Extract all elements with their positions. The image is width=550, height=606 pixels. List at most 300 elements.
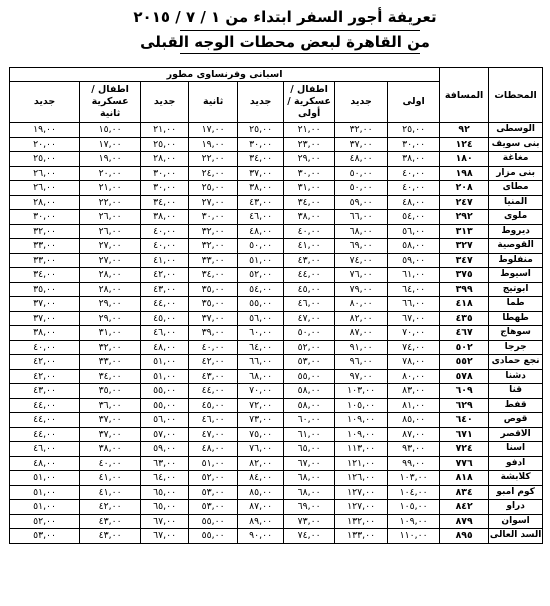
fare-cell: ١٩,٠٠	[189, 137, 238, 152]
station-cell: نجع حمادى	[489, 355, 543, 370]
fare-cell: ٥٢,٠٠	[284, 340, 335, 355]
distance-cell: ٣١٣	[440, 224, 489, 239]
fare-cell: ٢٦,٠٠	[10, 181, 80, 196]
fare-cell: ٥٦,٠٠	[388, 224, 440, 239]
fare-cell: ٢٩,٠٠	[284, 152, 335, 167]
fare-cell: ٥٥,٠٠	[189, 514, 238, 529]
fare-cell: ٦٦,٠٠	[238, 355, 284, 370]
fare-cell: ٣٨,٠٠	[388, 152, 440, 167]
fare-cell: ٤١,٠٠	[80, 471, 141, 486]
fare-cell: ٣٤,٠٠	[80, 369, 141, 384]
distance-cell: ٧٢٤	[440, 442, 489, 457]
fare-cell: ٤٢,٠٠	[10, 369, 80, 384]
fare-cell: ٧٤,٠٠	[388, 340, 440, 355]
fare-cell: ٤١,٠٠	[284, 239, 335, 254]
fare-cell: ٢٦,٠٠	[10, 166, 80, 181]
table-row	[10, 268, 543, 283]
fare-table-body	[10, 123, 543, 544]
distance-cell: ١٢٤	[440, 137, 489, 152]
distance-cell: ١٨٠	[440, 152, 489, 167]
fare-cell: ٣٢,٠٠	[189, 224, 238, 239]
fare-cell: ١٣٣,٠٠	[335, 529, 388, 544]
fare-cell: ٤٤,٠٠	[10, 413, 80, 428]
table-row	[10, 442, 543, 457]
fare-cell: ٦٧,٠٠	[141, 514, 189, 529]
station-header: المحطات	[489, 68, 543, 123]
fare-cell: ٦٨,٠٠	[335, 224, 388, 239]
fare-cell: ٣٠,٠٠	[388, 137, 440, 152]
fare-cell: ١٠٩,٠٠	[388, 514, 440, 529]
fare-cell: ٧٣,٠٠	[238, 413, 284, 428]
fare-cell: ٢٨,٠٠	[10, 195, 80, 210]
fare-cell: ٥١,٠٠	[10, 485, 80, 500]
station-cell: اسنا	[489, 442, 543, 457]
distance-cell: ١٩٨	[440, 166, 489, 181]
fare-cell: ٣٨,٠٠	[141, 210, 189, 225]
fare-cell: ٥٢,٠٠	[238, 268, 284, 283]
fare-cell: ٥٥,٠٠	[141, 398, 189, 413]
fare-cell: ٢٧,٠٠	[189, 195, 238, 210]
distance-cell: ٩٢	[440, 123, 489, 138]
table-row	[10, 253, 543, 268]
table-row	[10, 311, 543, 326]
fare-cell: ٢١,٠٠	[141, 123, 189, 138]
distance-cell: ٣٢٧	[440, 239, 489, 254]
fare-cell: ٢٦,٠٠	[80, 210, 141, 225]
fare-cell: ٥١,٠٠	[141, 369, 189, 384]
fare-cell: ٨٧,٠٠	[335, 326, 388, 341]
fare-cell: ٧٠,٠٠	[388, 326, 440, 341]
fare-cell: ٣٢,٠٠	[335, 123, 388, 138]
station-cell: اسيوط	[489, 268, 543, 283]
fare-cell: ٨٠,٠٠	[388, 369, 440, 384]
fare-cell: ٥٣,٠٠	[189, 500, 238, 515]
station-cell: ابوتيج	[489, 282, 543, 297]
table-row	[10, 471, 543, 486]
table-row	[10, 398, 543, 413]
fare-cell: ٣٣,٠٠	[80, 355, 141, 370]
table-row	[10, 137, 543, 152]
fare-cell: ٤٨,٠٠	[238, 224, 284, 239]
table-row	[10, 500, 543, 515]
fare-cell: ٣٧,٠٠	[10, 311, 80, 326]
table-row	[10, 427, 543, 442]
distance-cell: ٣٩٩	[440, 282, 489, 297]
fare-cell: ٤٢,٠٠	[10, 355, 80, 370]
fare-cell: ٤٣,٠٠	[141, 282, 189, 297]
fare-cell: ١٢٧,٠٠	[335, 500, 388, 515]
distance-cell: ٢٠٨	[440, 181, 489, 196]
distance-cell: ٨١٨	[440, 471, 489, 486]
table-row	[10, 384, 543, 399]
fare-cell: ١٩,٠٠	[80, 152, 141, 167]
fare-cell: ٦٦,٠٠	[388, 297, 440, 312]
fare-cell: ٣٣,٠٠	[10, 253, 80, 268]
station-cell: ملوى	[489, 210, 543, 225]
fare-cell: ١٠٣,٠٠	[388, 471, 440, 486]
station-cell: قوص	[489, 413, 543, 428]
fare-cell: ١٢١,٠٠	[335, 456, 388, 471]
distance-cell: ٤١٨	[440, 297, 489, 312]
fare-cell: ١٠٩,٠٠	[335, 413, 388, 428]
station-cell: مطاى	[489, 181, 543, 196]
table-row	[10, 355, 543, 370]
fare-cell: ٤٠,٠٠	[284, 224, 335, 239]
distance-cell: ٥٥٢	[440, 355, 489, 370]
fare-cell: ٤٦,٠٠	[141, 326, 189, 341]
table-row	[10, 239, 543, 254]
fare-cell: ٦٥,٠٠	[284, 442, 335, 457]
fare-cell: ٦٧,٠٠	[141, 529, 189, 544]
fare-cell: ١٧,٠٠	[80, 137, 141, 152]
fare-cell: ٦٠,٠٠	[238, 326, 284, 341]
fare-cell: ٤١,٠٠	[80, 485, 141, 500]
fare-cell: ٦٤,٠٠	[238, 340, 284, 355]
fare-cell: ٨٢,٠٠	[335, 311, 388, 326]
fare-cell: ٤٨,٠٠	[189, 442, 238, 457]
fare-cell: ١٠٩,٠٠	[335, 427, 388, 442]
fare-cell: ٦٥,٠٠	[141, 485, 189, 500]
fare-cell: ٣٤,٠٠	[284, 195, 335, 210]
station-cell: سوهاج	[489, 326, 543, 341]
distance-cell: ٢٤٧	[440, 195, 489, 210]
title-underline	[180, 30, 420, 31]
table-row	[10, 456, 543, 471]
column-header: ثانية	[189, 82, 238, 123]
fare-cell: ٤٠,٠٠	[388, 166, 440, 181]
fare-cell: ٣٦,٠٠	[80, 398, 141, 413]
fare-cell: ٤٤,٠٠	[141, 297, 189, 312]
fare-cell: ٨٠,٠٠	[335, 297, 388, 312]
fare-cell: ٣٠,٠٠	[284, 166, 335, 181]
table-row	[10, 195, 543, 210]
fare-cell: ٦١,٠٠	[388, 268, 440, 283]
fare-cell: ٧٦,٠٠	[238, 442, 284, 457]
fare-cell: ٣٠,٠٠	[189, 210, 238, 225]
fare-cell: ٣٣,٠٠	[189, 253, 238, 268]
fare-cell: ٢٩,٠٠	[80, 311, 141, 326]
table-row	[10, 369, 543, 384]
distance-cell: ٣٤٧	[440, 253, 489, 268]
table-row	[10, 413, 543, 428]
station-cell: الوسطى	[489, 123, 543, 138]
fare-cell: ٤٠,٠٠	[141, 224, 189, 239]
fare-cell: ٢٥,٠٠	[10, 152, 80, 167]
table-row	[10, 297, 543, 312]
table-row	[10, 181, 543, 196]
fare-cell: ٤٤,٠٠	[10, 398, 80, 413]
fare-cell: ١٥,٠٠	[80, 123, 141, 138]
fare-table	[9, 67, 543, 544]
distance-cell: ٣٧٥	[440, 268, 489, 283]
fare-cell: ٤٣,٠٠	[238, 195, 284, 210]
fare-cell: ٥٥,٠٠	[189, 529, 238, 544]
column-header: اطفال /عسكرية ثانية	[80, 82, 141, 123]
fare-cell: ٨٢,٠٠	[238, 456, 284, 471]
fare-cell: ٢٥,٠٠	[189, 181, 238, 196]
fare-cell: ٣٨,٠٠	[238, 181, 284, 196]
fare-cell: ٩٦,٠٠	[335, 355, 388, 370]
table-row	[10, 152, 543, 167]
fare-cell: ٤٤,٠٠	[10, 427, 80, 442]
fare-cell: ٥٥,٠٠	[238, 297, 284, 312]
fare-cell: ٧٣,٠٠	[284, 514, 335, 529]
distance-header: المسافة	[440, 68, 489, 123]
fare-cell: ٣٥,٠٠	[10, 282, 80, 297]
fare-cell: ٤٢,٠٠	[141, 268, 189, 283]
fare-cell: ٧٥,٠٠	[238, 427, 284, 442]
fare-cell: ٥٠,٠٠	[284, 326, 335, 341]
fare-cell: ٤٢,٠٠	[189, 355, 238, 370]
fare-cell: ٢٥,٠٠	[388, 123, 440, 138]
fare-cell: ٤٨,٠٠	[10, 456, 80, 471]
fare-cell: ٩١,٠٠	[335, 340, 388, 355]
fare-cell: ٥١,٠٠	[10, 500, 80, 515]
fare-cell: ٣٢,٠٠	[189, 239, 238, 254]
fare-cell: ٨٥,٠٠	[238, 485, 284, 500]
fare-cell: ٦١,٠٠	[284, 427, 335, 442]
fare-cell: ٣٢,٠٠	[80, 340, 141, 355]
fare-cell: ٢٠,٠٠	[80, 166, 141, 181]
fare-cell: ٤٥,٠٠	[189, 398, 238, 413]
distance-cell: ٨٣٤	[440, 485, 489, 500]
fare-cell: ٢٢,٠٠	[189, 152, 238, 167]
table-row	[10, 282, 543, 297]
fare-cell: ١٠٣,٠٠	[335, 384, 388, 399]
column-header: جديد	[238, 82, 284, 123]
fare-cell: ٧٢,٠٠	[238, 398, 284, 413]
fare-cell: ١٢٦,٠٠	[335, 471, 388, 486]
fare-cell: ٧٠,٠٠	[238, 384, 284, 399]
station-cell: ديروط	[489, 224, 543, 239]
fare-cell: ٤٧,٠٠	[284, 311, 335, 326]
fare-cell: ٩٩,٠٠	[388, 456, 440, 471]
distance-cell: ٤٦٧	[440, 326, 489, 341]
fare-cell: ١٩,٠٠	[10, 123, 80, 138]
fare-cell: ٤٣,٠٠	[189, 369, 238, 384]
fare-cell: ١١٠,٠٠	[388, 529, 440, 544]
fare-cell: ٥٥,٠٠	[141, 384, 189, 399]
fare-cell: ٦٣,٠٠	[141, 456, 189, 471]
fare-cell: ٤٨,٠٠	[335, 152, 388, 167]
fare-cell: ٢٨,٠٠	[141, 152, 189, 167]
fare-cell: ٦٥,٠٠	[141, 500, 189, 515]
fare-cell: ٢٧,٠٠	[80, 239, 141, 254]
table-row	[10, 326, 543, 341]
distance-cell: ٥٠٢	[440, 340, 489, 355]
fare-cell: ٥٦,٠٠	[141, 413, 189, 428]
fare-cell: ٩٣,٠٠	[388, 442, 440, 457]
fare-cell: ٥٩,٠٠	[141, 442, 189, 457]
table-row	[10, 529, 543, 544]
fare-cell: ٤٣,٠٠	[284, 253, 335, 268]
fare-cell: ٩٠,٠٠	[238, 529, 284, 544]
fare-cell: ٣٠,٠٠	[238, 137, 284, 152]
fare-cell: ٣٤,٠٠	[10, 268, 80, 283]
fare-cell: ٨٣,٠٠	[388, 384, 440, 399]
station-cell: المنيا	[489, 195, 543, 210]
fare-cell: ٢٨,٠٠	[80, 282, 141, 297]
fare-cell: ٣٧,٠٠	[238, 166, 284, 181]
fare-cell: ٤٢,٠٠	[80, 500, 141, 515]
fare-cell: ٧٤,٠٠	[335, 253, 388, 268]
fare-cell: ٦٨,٠٠	[238, 369, 284, 384]
fare-cell: ٢١,٠٠	[284, 123, 335, 138]
fare-cell: ٤٦,٠٠	[284, 297, 335, 312]
fare-cell: ٥٩,٠٠	[335, 195, 388, 210]
fare-cell: ٤٧,٠٠	[189, 427, 238, 442]
distance-cell: ٦٧١	[440, 427, 489, 442]
fare-cell: ١٣٢,٠٠	[335, 514, 388, 529]
fare-cell: ١٧,٠٠	[189, 123, 238, 138]
fare-cell: ٥٢,٠٠	[10, 514, 80, 529]
fare-cell: ٥٨,٠٠	[284, 398, 335, 413]
table-row	[10, 485, 543, 500]
fare-cell: ٨٩,٠٠	[238, 514, 284, 529]
station-cell: السد العالى	[489, 529, 543, 544]
fare-cell: ٢٠,٠٠	[10, 137, 80, 152]
fare-cell: ٣٧,٠٠	[10, 297, 80, 312]
fare-cell: ٢٥,٠٠	[238, 123, 284, 138]
fare-cell: ٤١,٠٠	[141, 253, 189, 268]
fare-cell: ٥٠,٠٠	[335, 181, 388, 196]
fare-cell: ٨٧,٠٠	[388, 427, 440, 442]
fare-cell: ٥٠,٠٠	[238, 239, 284, 254]
page-subtitle: من القاهرة لبعض محطات الوجه القبلى	[140, 33, 430, 51]
fare-cell: ٨٥,٠٠	[388, 413, 440, 428]
fare-cell: ٤٠,٠٠	[10, 340, 80, 355]
station-cell: منفلوط	[489, 253, 543, 268]
distance-cell: ٦٠٩	[440, 384, 489, 399]
fare-cell: ٩٧,٠٠	[335, 369, 388, 384]
fare-cell: ٦٠,٠٠	[284, 413, 335, 428]
fare-cell: ٦٧,٠٠	[388, 311, 440, 326]
fare-cell: ٦٧,٠٠	[284, 456, 335, 471]
fare-cell: ٣٧,٠٠	[80, 413, 141, 428]
fare-cell: ٥٤,٠٠	[238, 282, 284, 297]
fare-cell: ٦٨,٠٠	[284, 471, 335, 486]
fare-cell: ٣٧,٠٠	[80, 427, 141, 442]
fare-cell: ٤٣,٠٠	[80, 529, 141, 544]
distance-cell: ٥٧٨	[440, 369, 489, 384]
fare-cell: ٥٧,٠٠	[141, 427, 189, 442]
fare-cell: ٤٥,٠٠	[141, 311, 189, 326]
fare-cell: ٣٤,٠٠	[238, 152, 284, 167]
fare-cell: ٣٨,٠٠	[80, 442, 141, 457]
fare-cell: ٦٤,٠٠	[388, 282, 440, 297]
fare-cell: ٥٥,٠٠	[284, 369, 335, 384]
fare-cell: ١٠٥,٠٠	[388, 500, 440, 515]
fare-cell: ٣٧,٠٠	[189, 311, 238, 326]
fare-cell: ٥١,٠٠	[238, 253, 284, 268]
station-cell: بنى مزار	[489, 166, 543, 181]
distance-cell: ٦٤٠	[440, 413, 489, 428]
distance-cell: ٦٢٩	[440, 398, 489, 413]
station-cell: دراو	[489, 500, 543, 515]
fare-cell: ٣٠,٠٠	[141, 181, 189, 196]
fare-cell: ١٠٤,٠٠	[388, 485, 440, 500]
fare-cell: ٢٩,٠٠	[80, 297, 141, 312]
fare-cell: ٧٩,٠٠	[335, 282, 388, 297]
fare-cell: ٤٨,٠٠	[388, 195, 440, 210]
station-cell: كلابشة	[489, 471, 543, 486]
fare-cell: ٣١,٠٠	[80, 326, 141, 341]
fare-cell: ٦٤,٠٠	[141, 471, 189, 486]
fare-cell: ٣٣,٠٠	[10, 239, 80, 254]
fare-cell: ٤٨,٠٠	[141, 340, 189, 355]
fare-cell: ٤٠,٠٠	[189, 340, 238, 355]
fare-cell: ٦٨,٠٠	[284, 485, 335, 500]
station-cell: طما	[489, 297, 543, 312]
station-cell: الاقصر	[489, 427, 543, 442]
fare-cell: ٦٦,٠٠	[335, 210, 388, 225]
distance-cell: ٤٣٥	[440, 311, 489, 326]
fare-cell: ٤٦,٠٠	[238, 210, 284, 225]
fare-cell: ٣٥,٠٠	[189, 297, 238, 312]
fare-cell: ٦٩,٠٠	[284, 500, 335, 515]
fare-cell: ٧٨,٠٠	[388, 355, 440, 370]
fare-cell: ٣٧,٠٠	[335, 137, 388, 152]
table-row	[10, 224, 543, 239]
fare-cell: ٤٠,٠٠	[388, 181, 440, 196]
station-cell: دشنا	[489, 369, 543, 384]
column-header: جديد	[335, 82, 388, 123]
table-row	[10, 123, 543, 138]
fare-cell: ٥٩,٠٠	[388, 253, 440, 268]
fare-cell: ٤٠,٠٠	[80, 456, 141, 471]
fare-cell: ١١٣,٠٠	[335, 442, 388, 457]
fare-cell: ٤٠,٠٠	[141, 239, 189, 254]
fare-cell: ٣٠,٠٠	[141, 166, 189, 181]
fare-cell: ٢٥,٠٠	[141, 137, 189, 152]
fare-cell: ٣٠,٠٠	[10, 210, 80, 225]
fare-cell: ٥٦,٠٠	[238, 311, 284, 326]
fare-cell: ٣٥,٠٠	[80, 384, 141, 399]
fare-cell: ٣٥,٠٠	[189, 282, 238, 297]
fare-cell: ٢٨,٠٠	[80, 268, 141, 283]
fare-cell: ٢٣,٠٠	[284, 137, 335, 152]
train-type-header: اسبانى وفرنساوى مطور	[10, 68, 440, 82]
fare-cell: ٤٦,٠٠	[189, 413, 238, 428]
column-header: جديد	[141, 82, 189, 123]
fare-cell: ٨٤,٠٠	[238, 471, 284, 486]
fare-cell: ٣٤,٠٠	[189, 268, 238, 283]
subtitle-underline	[180, 53, 420, 54]
station-cell: جرجا	[489, 340, 543, 355]
fare-cell: ٤٦,٠٠	[10, 442, 80, 457]
fare-cell: ٨١,٠٠	[388, 398, 440, 413]
fare-cell: ٥٢,٠٠	[189, 471, 238, 486]
station-cell: بنى سويف	[489, 137, 543, 152]
fare-cell: ٥١,٠٠	[189, 456, 238, 471]
fare-cell: ٢٧,٠٠	[80, 253, 141, 268]
distance-cell: ٧٧٦	[440, 456, 489, 471]
station-cell: ادفو	[489, 456, 543, 471]
fare-cell: ١٢٧,٠٠	[335, 485, 388, 500]
distance-cell: ٨٧٩	[440, 514, 489, 529]
fare-cell: ٢١,٠٠	[80, 181, 141, 196]
table-row	[10, 166, 543, 181]
table-row	[10, 340, 543, 355]
fare-cell: ٣٩,٠٠	[189, 326, 238, 341]
fare-cell: ٤٤,٠٠	[189, 384, 238, 399]
column-header: اطفال /عسكرية / أولى	[284, 82, 335, 123]
page-header	[0, 0, 550, 62]
fare-cell: ٢٦,٠٠	[80, 224, 141, 239]
distance-cell: ٨٩٥	[440, 529, 489, 544]
table-row	[10, 514, 543, 529]
fare-cell: ٥٨,٠٠	[388, 239, 440, 254]
